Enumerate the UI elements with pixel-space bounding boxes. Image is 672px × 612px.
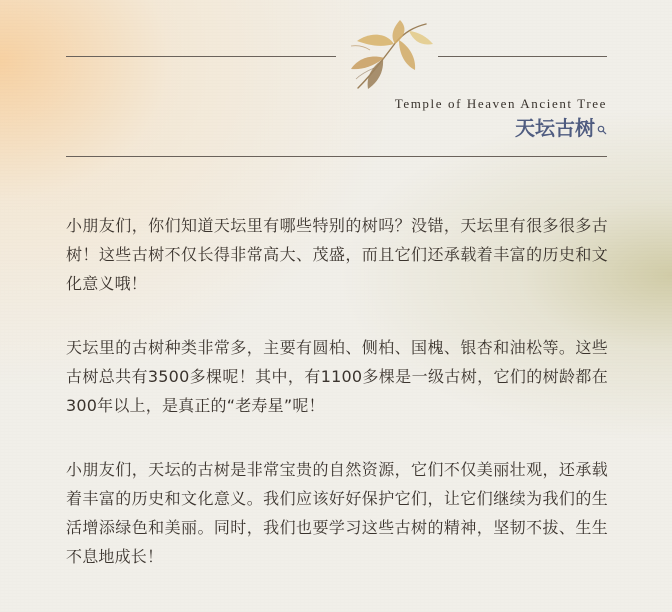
paragraph: 天坛里的古树种类非常多，主要有圆柏、侧柏、国槐、银杏和油松等。这些古树总共有3500多棵呢！其中，有1100多棵是一级古树，它们的树龄都在300年以上，是真正的“老寿星”呢！ [66,338,608,415]
paragraph: 小朋友们，天坛的古树是非常宝贵的自然资源，它们不仅美丽壮观，还承载着丰富的历史和文化意义。我们应该好好保护它们，让它们继续为我们的生活增添绿色和美丽。同时，我们也要学习这些古树的精神，坚韧不拔、生生不息地成长！ [66,460,608,566]
article-content [66,211,608,571]
paragraph: 小朋友们，你们知道天坛里有哪些特别的树吗？没错，天坛里有很多很多古树！这些古树不仅长得非常高大、茂盛，而且它们还承载着丰富的历史和文化意义哦！ [66,216,608,293]
top-divider-right [438,56,607,57]
leaf-icon [338,20,436,92]
search-icon [597,120,607,130]
header-divider-bottom [66,156,607,157]
header-subtitle: Temple of Heaven Ancient Tree [394,96,607,111]
header-text-block [395,96,607,139]
header-title-row [395,117,607,139]
top-divider-left [66,56,336,57]
page-title: 天坛古树 [515,115,595,140]
